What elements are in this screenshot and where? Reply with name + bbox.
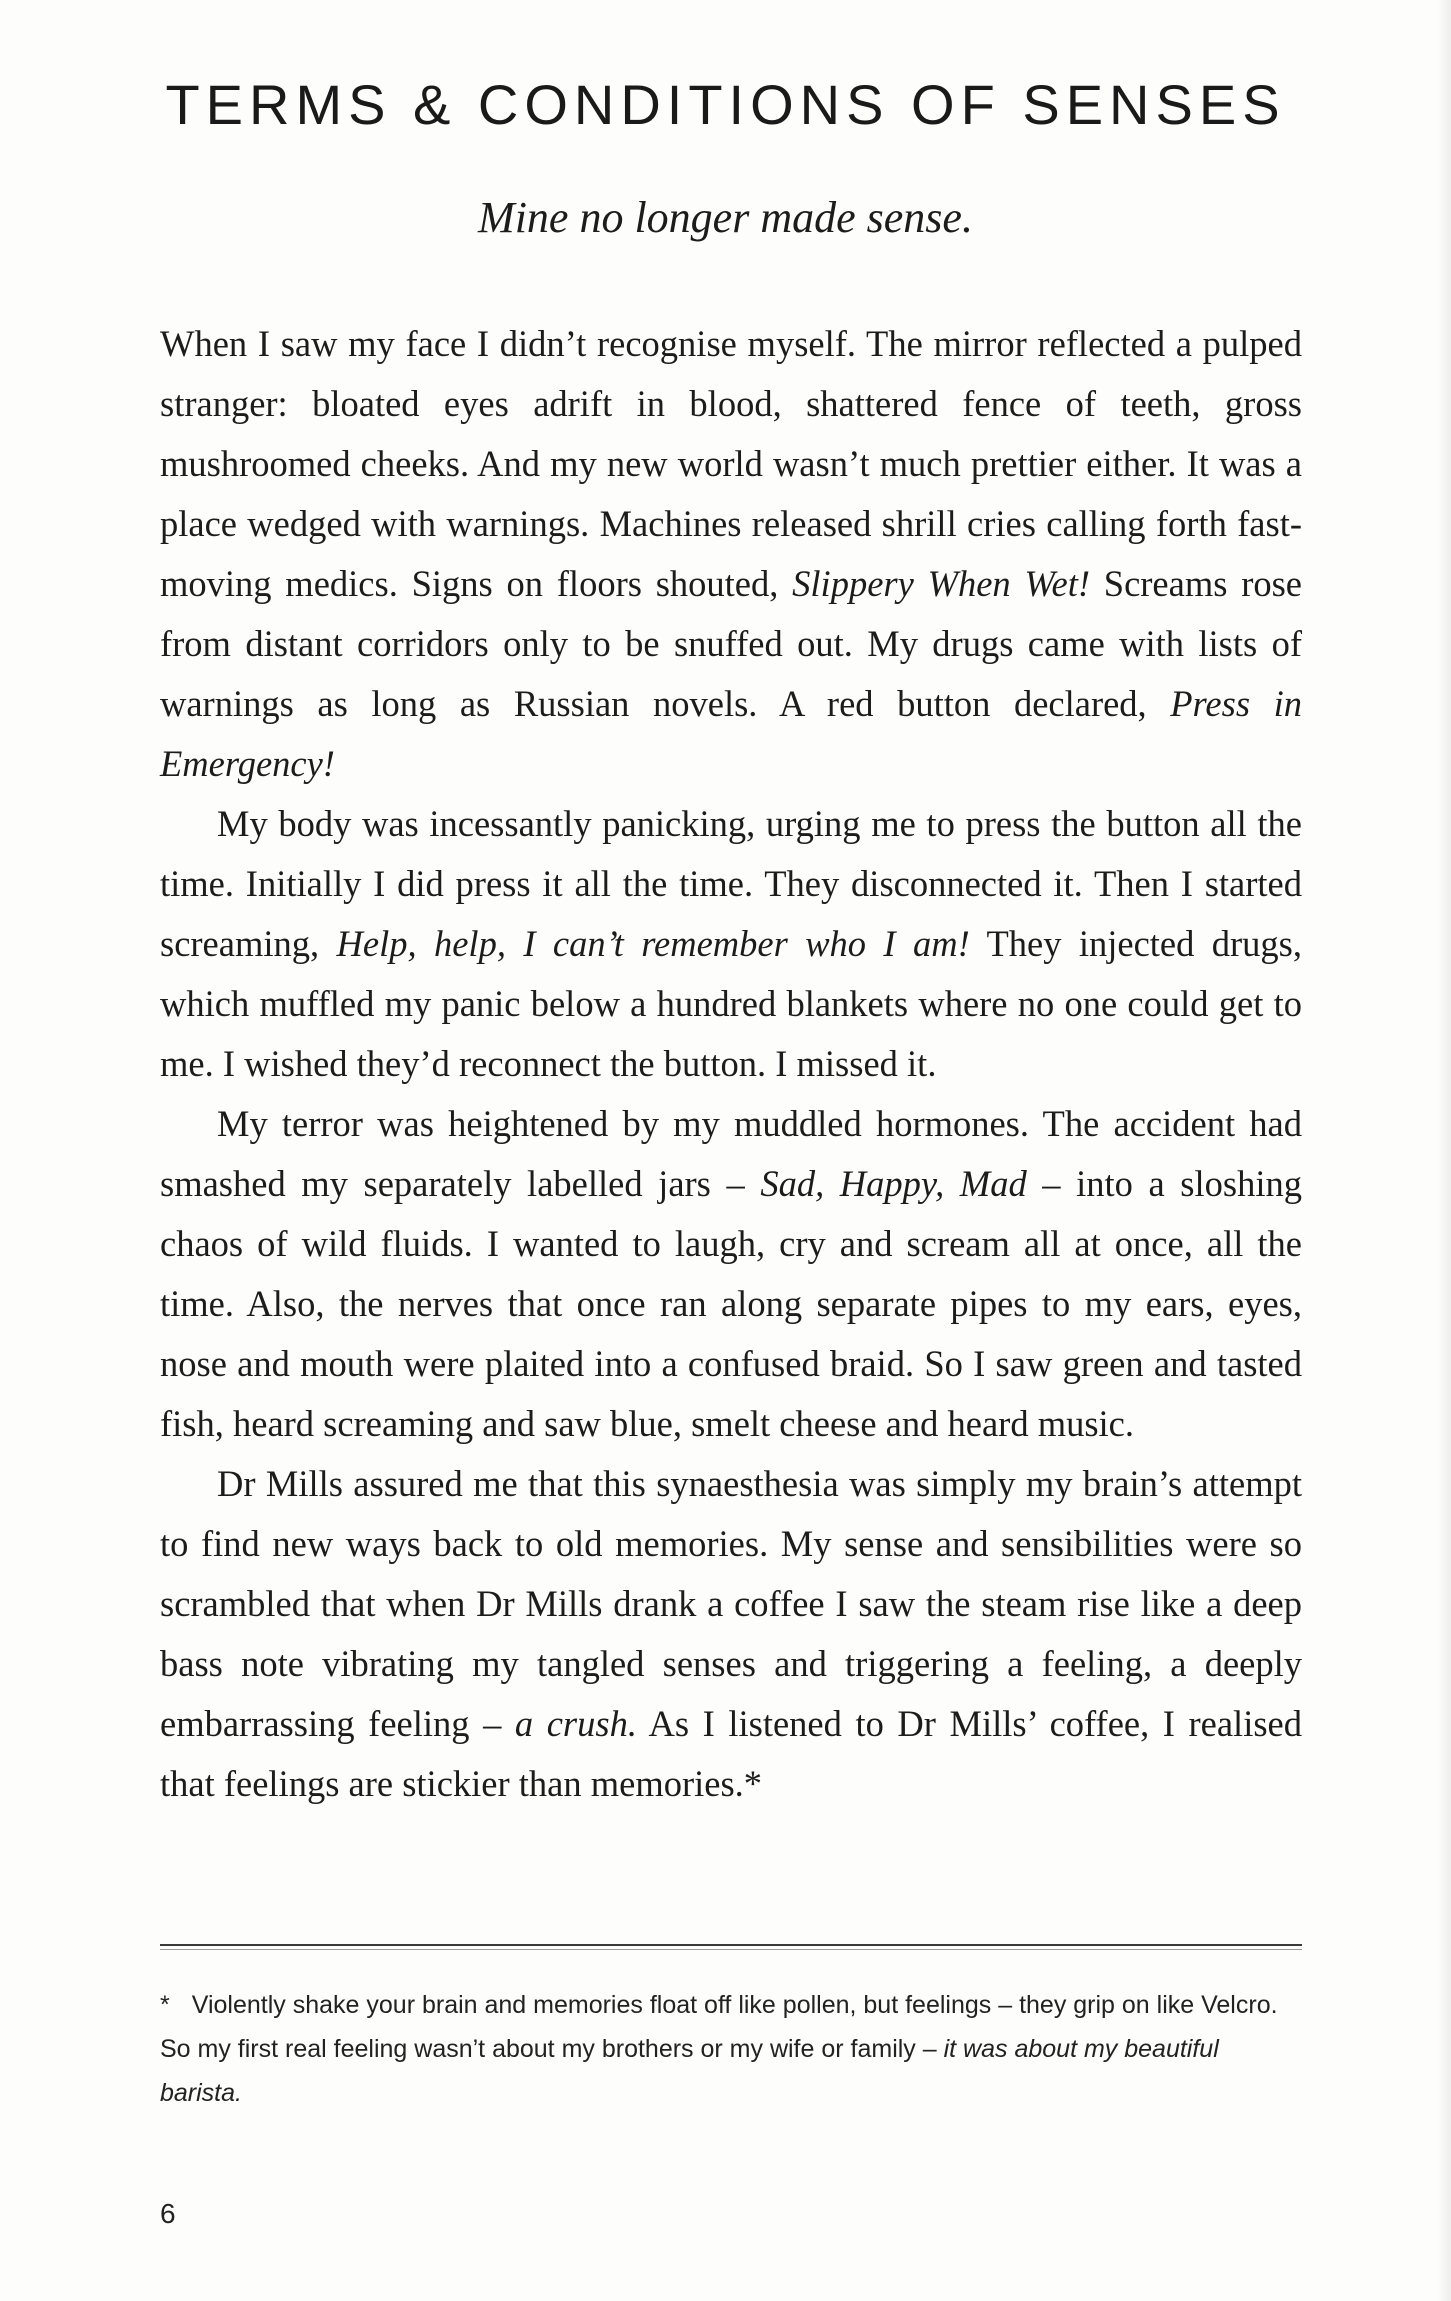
- italic-run: Help, help, I can’t remember who I am!: [336, 923, 970, 964]
- text-run: They injected drugs, which muffled my panic below a hundred blankets where no one could get to me. I wished they’d reconnect the button. I missed it.: [160, 923, 1302, 1084]
- chapter-title: TERMS & CONDITIONS OF SENSES: [165, 73, 1286, 136]
- text-run: Dr Mills assured me that this synaesthesia was simply my brain’s attempt to find new ways back to old memories. My sense and sensibilities were so scrambled that when Dr Mills drank a coffee I saw the steam rise like a deep bass note vibrating my tangled senses and triggering a feeling, a deeply embarrassing feeling –: [160, 1463, 1302, 1744]
- footnote-italic-run: it was about my beautiful barista.: [160, 2035, 1219, 2107]
- page-number: 6: [160, 2198, 176, 2229]
- text-run: – into a sloshing chaos of wild fluids. I wanted to laugh, cry and scream all at once, all the time. Also, the nerves that once ran along separate pipes to my ears, eyes, nose and mouth were plaited into a confused braid. So I saw green and tasted fish, heard screaming and saw blue, smelt cheese and heard music.: [160, 1163, 1302, 1444]
- text-run: Screams rose from distant corridors only to be snuffed out. My drugs came with lists of warnings as long as Russian novels. A red button declared,: [160, 563, 1303, 724]
- text-run: My body was incessantly panicking, urging me to press the button all the time. Initially I did press it all the time. They disconnected it. Then I started screaming,: [160, 803, 1302, 964]
- paragraph-3: [160, 1094, 1302, 1454]
- paragraph-2: [160, 794, 1302, 1094]
- text-run: As I listened to Dr Mills’ coffee, I realised that feelings are stickier than memories.*: [160, 1703, 1302, 1804]
- paragraph-1: [160, 314, 1302, 794]
- footnote-divider-secondary: [160, 1949, 1302, 1950]
- footnote-marker: *: [160, 1991, 170, 2019]
- body-text: [160, 314, 1302, 1814]
- text-run: When I saw my face I didn’t recognise myself. The mirror reflected a pulped stranger: bloated eyes adrift in blood, shattered fence of teeth, gross mushroomed cheeks. And my new world wasn’t much prettier either. It was a place wedged with warnings. Machines released shrill cries calling forth fast-moving medics. Signs on floors shouted,: [160, 323, 1302, 604]
- italic-run: Press in Emergency!: [160, 683, 1302, 784]
- italic-run: Slippery When Wet!: [792, 563, 1090, 604]
- page-edge-shadow: [1437, 0, 1451, 2301]
- italic-run: Sad, Happy, Mad: [760, 1163, 1027, 1204]
- footnote: [160, 1983, 1302, 2115]
- chapter-epigraph: Mine no longer made sense.: [478, 193, 973, 242]
- footnote-text-run: Violently shake your brain and memories float off like pollen, but feelings – they grip on like Velcro. So my first real feeling wasn’t about my brothers or my wife or family –: [160, 1991, 1278, 2063]
- italic-run: a crush.: [514, 1703, 637, 1744]
- paragraph-4: [160, 1454, 1302, 1814]
- footnote-divider: [160, 1944, 1302, 1946]
- text-run: My terror was heightened by my muddled hormones. The accident had smashed my separately labelled jars –: [160, 1103, 1302, 1204]
